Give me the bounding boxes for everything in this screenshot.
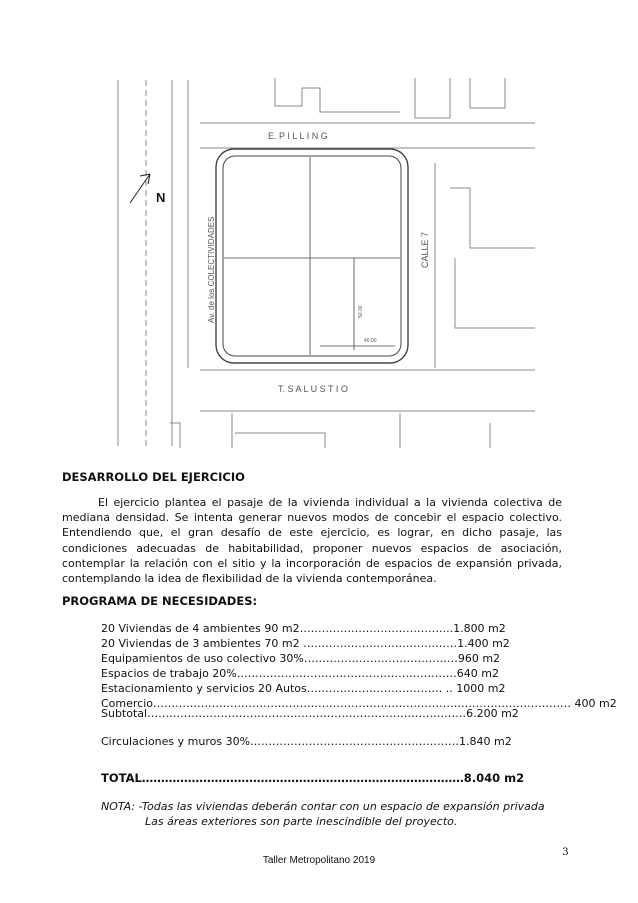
program-circulaciones: Circulaciones y muros 30%…………………………………………………1.840 m2	[101, 735, 512, 748]
program-item: Estacionamiento y servicios 20 Autos………………………………. .. 1000 m2	[101, 682, 506, 695]
site-plan-drawing	[110, 78, 538, 448]
paragraph-text: El ejercicio plantea el pasaje de la vivienda individual a la vivienda colectiva de mediana densidad. Se intenta generar nuevos modos de concebir el espacio colectivo. Entendiendo que, el gran desafío de este ejercicio, es lograr, en dicho pasaje, las condiciones adecuadas de habitabilidad, proponer nuevos espacios de asociación, contemplar la relación con el sitio y la incorporación de espacios de expansión privada, contemplando la idea de flexibilidad de la vivienda contemporánea.	[62, 496, 562, 586]
street-label-right: CALLE 7	[420, 231, 430, 268]
building-outline	[275, 78, 400, 112]
note-line-2: Las áreas exteriores son parte inescindible del proyecto.	[145, 815, 458, 828]
program-item: 20 Viviendas de 4 ambientes 90 m2…………………………………...1.800 m2	[101, 622, 506, 635]
building-outline	[450, 188, 535, 248]
building-outline	[470, 78, 505, 108]
street-label-bottom: T. S A L U S T I O	[278, 384, 348, 394]
dimension-label-horizontal: 40.00	[364, 338, 377, 344]
north-label: N	[156, 190, 166, 205]
block-plot	[216, 149, 408, 363]
program-item: Comercio…………………………………………………………………………………………………… 400 m2	[101, 697, 617, 710]
block-inner	[223, 156, 401, 356]
section-title-programa: PROGRAMA DE NECESIDADES:	[62, 594, 258, 608]
page-footer: Taller Metropolitano 2019	[262, 855, 376, 866]
section-title-desarrollo: DESARROLLO DEL EJERCICIO	[62, 470, 245, 484]
building-outline	[455, 258, 535, 328]
building-outline	[415, 78, 450, 118]
section-paragraph	[62, 495, 562, 586]
note-line-1: NOTA: -Todas las viviendas deberán contar con un espacio de expansión privada	[101, 800, 545, 813]
program-item: 20 Viviendas de 3 ambientes 70 m2 ……………………………………1.400 m2	[101, 637, 510, 650]
dimension-label-vertical: 50.00	[358, 305, 364, 318]
program-item: Espacios de trabajo 20%……………………………………………………640 m2	[101, 667, 499, 680]
north-arrow-icon	[130, 174, 150, 203]
street-label-left: Av. de los COLECTIVIDADES	[207, 216, 216, 323]
program-total: TOTAL…………………………………………………………………………8.040 m2	[101, 771, 525, 785]
program-item: Equipamientos de uso colectivo 30%……………………………………960 m2	[101, 652, 501, 665]
program-subtotal: Subtotal……………………………………………………………………………6.200 m2	[101, 707, 519, 720]
block-outer	[216, 149, 408, 363]
street-label-top: E. P I L L I N G	[268, 131, 328, 141]
page-number: 3	[562, 846, 569, 858]
building-outline	[235, 433, 325, 448]
